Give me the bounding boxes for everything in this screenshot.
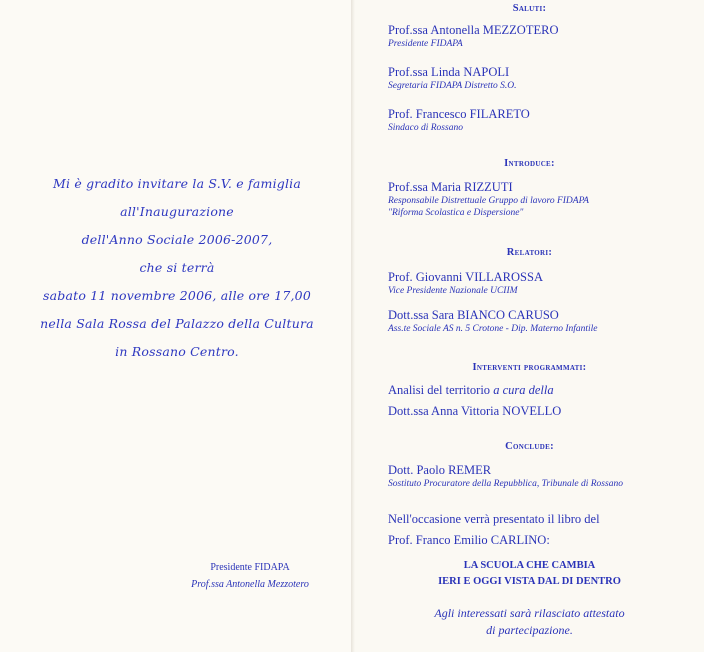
person-name: Prof.ssa Maria RIZZUTI xyxy=(388,180,513,194)
invitation-line: dell'Anno Sociale 2006-2007, xyxy=(81,232,273,247)
relatori-heading: Relatori: xyxy=(506,247,553,258)
person-name: Prof.ssa Linda NAPOLI xyxy=(388,65,510,79)
book-title-line: IERI E OGGI VISTA DAL DI DENTRO xyxy=(438,576,621,587)
conclude-entry xyxy=(388,463,688,490)
person-role: Vice Presidente Nazionale UCIIM xyxy=(388,286,518,296)
person-role: Presidente FIDAPA xyxy=(388,39,463,49)
introduce-entry xyxy=(388,180,688,219)
person-name: Prof. Francesco FILARETO xyxy=(388,107,530,121)
person-name: Dott.ssa Sara BIANCO CARUSO xyxy=(388,308,559,322)
person-role: Segretaria FIDAPA Distretto S.O. xyxy=(388,81,517,91)
invitation-line: sabato 11 novembre 2006, alle ore 17,00 xyxy=(43,288,311,303)
signature-title: Presidente FIDAPA xyxy=(210,562,290,573)
signature-name: Prof.ssa Antonella Mezzotero xyxy=(191,579,309,590)
saluti-entry xyxy=(388,107,688,134)
interventi-heading: Interventi programmati: xyxy=(472,362,587,373)
invitation-text xyxy=(18,170,336,366)
book-title-line: LA SCUOLA CHE CAMBIA xyxy=(463,560,596,571)
certificate-note: di partecipazione. xyxy=(486,623,573,637)
interventi-by: a cura della xyxy=(493,383,554,397)
person-name: Dott. Paolo REMER xyxy=(388,463,492,477)
program-panel xyxy=(355,0,704,652)
book-intro: Nell'occasione verrà presentato il libro del xyxy=(388,512,600,526)
invitation-line: Mi è gradito invitare la S.V. e famiglia xyxy=(52,176,302,191)
signature xyxy=(165,559,335,593)
person-role: Responsabile Distrettuale Gruppo di lavoro FIDAPA xyxy=(388,196,589,206)
person-name: Prof.ssa Antonella MEZZOTERO xyxy=(388,23,559,37)
relatori-entry xyxy=(388,308,688,335)
introduce-heading: Introduce: xyxy=(504,158,555,169)
invitation-line: che si terrà xyxy=(139,260,215,275)
person-role: Sindaco di Rossano xyxy=(388,123,463,133)
interventi-speaker: Dott.ssa Anna Vittoria NOVELLO xyxy=(388,404,562,418)
conclude-heading: Conclude: xyxy=(505,441,554,452)
book-author: Prof. Franco Emilio CARLINO: xyxy=(388,533,550,547)
person-role: Ass.te Sociale AS n. 5 Crotone - Dip. Materno Infantile xyxy=(388,324,598,334)
person-name: Prof. Giovanni VILLAROSSA xyxy=(388,270,543,284)
relatori-entry xyxy=(388,270,688,297)
person-role: Sostituto Procuratore della Repubblica, Tribunale di Rossano xyxy=(388,479,623,489)
saluti-entry xyxy=(388,23,688,50)
interventi-line xyxy=(388,383,688,398)
invitation-line: in Rossano Centro. xyxy=(115,344,239,359)
invitation-line: nella Sala Rossa del Palazzo della Cultura xyxy=(40,316,314,331)
topic: "Riforma Scolastica e Dispersione" xyxy=(388,208,524,218)
certificate-note: Agli interessati sarà rilasciato attestato xyxy=(434,606,625,620)
invitation-line: all'Inaugurazione xyxy=(120,204,234,219)
saluti-entry xyxy=(388,65,688,92)
saluti-heading: Saluti: xyxy=(512,3,547,14)
interventi-topic: Analisi del territorio xyxy=(388,383,491,397)
